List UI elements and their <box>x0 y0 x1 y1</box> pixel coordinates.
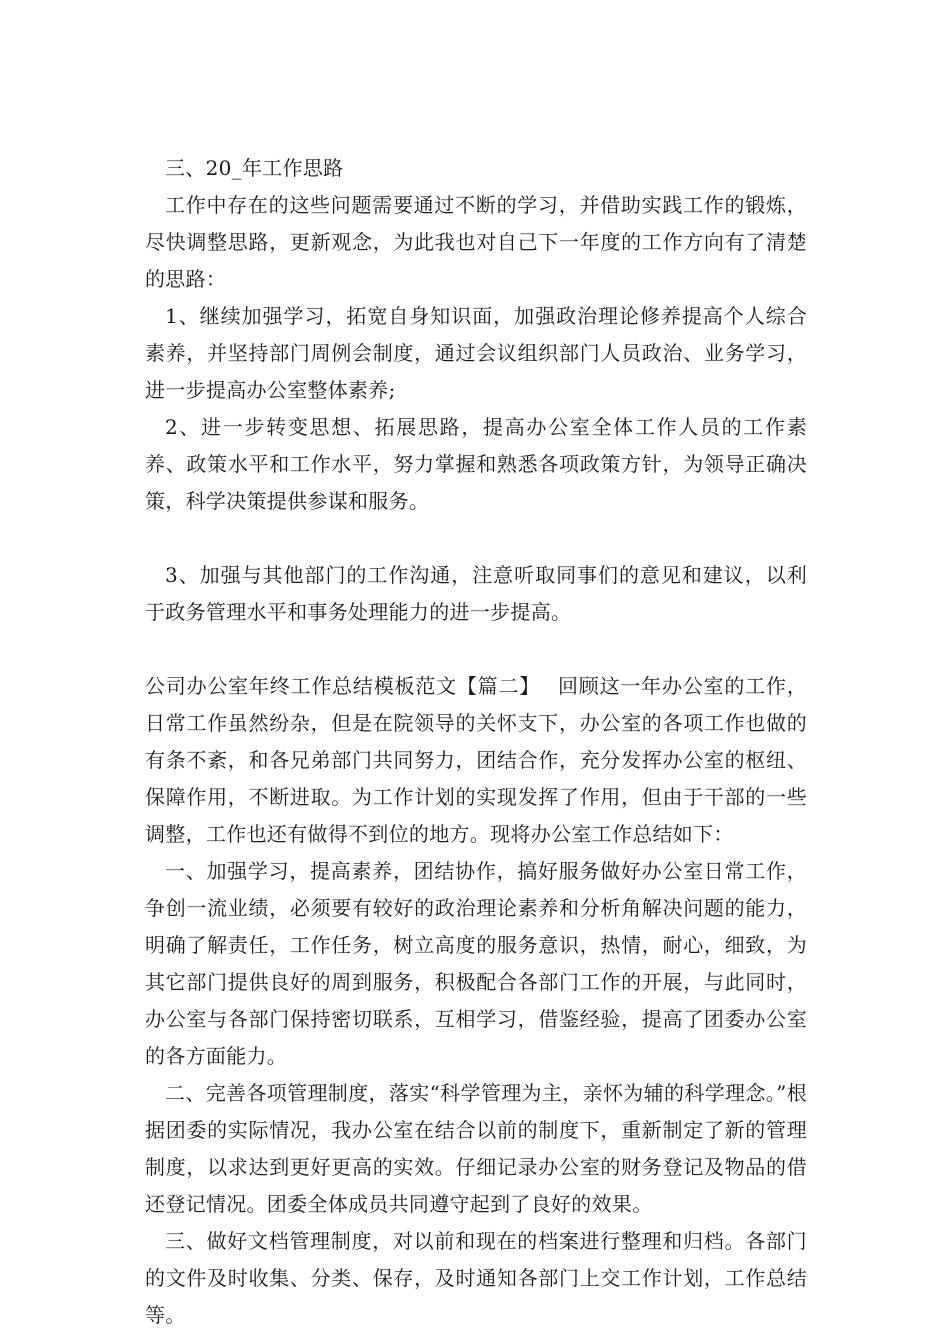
paragraph-part-two-intro: 公司办公室年终工作总结模板范文【篇二】 回顾这一年办公室的工作，日常工作虽然纷杂，但是在院领导的关怀支下，办公室的各项工作也做的有条不紊，和各兄弟部门共同努力，团结合作，充分发挥办公室的枢纽、保障作用，不断进取。为工作计划的实现发挥了作用，但由于干部的一些调整，工作也还有做得不到位的地方。现将办公室工作总结如下： <box>145 674 807 846</box>
section-heading-work-ideas: 三、20_年工作思路 <box>165 156 344 180</box>
paragraph-section-one: 一、加强学习，提高素养，团结协作，搞好服务做好办公室日常工作，争创一流业绩，必须要有较好的政治理论素养和分析角解决问题的能力，明确了解责任，工作任务，树立高度的服务意识，热情，耐心，细致，为其它部门提供良好的周到服务，积极配合各部门工作的开展，与此同时，办公室与各部门保持密切联系，互相学习，借鉴经验，提高了团委办公室的各方面能力。 <box>145 859 807 1068</box>
document-body <box>145 150 807 1334</box>
paragraph-item-3: 3、加强与其他部门的工作沟通，注意听取同事们的意见和建议，以利于政务管理水平和事务处理能力的进一步提高。 <box>145 563 807 624</box>
paragraph-item-2: 2、进一步转变思想、拓展思路，提高办公室全体工作人员的工作素养、政策水平和工作水平，努力掌握和熟悉各项政策方针，为领导正确决策，科学决策提供参谋和服务。 <box>145 415 807 513</box>
paragraph-intro: 工作中存在的这些问题需要通过不断的学习，并借助实践工作的锻炼，尽快调整思路，更新观念，为此我也对自己下一年度的工作方向有了清楚的思路： <box>145 193 807 291</box>
paragraph-section-two: 二、完善各项管理制度，落实“科学管理为主，亲怀为辅的科学理念。”根据团委的实际情况，我办公室在结合以前的制度下，重新制定了新的管理制度，以求达到更好更高的实效。仔细记录办公室的财务登记及物品的借还登记情况。团委全体成员共同遵守起到了良好的效果。 <box>145 1081 807 1216</box>
paragraph-item-1: 1、继续加强学习，拓宽自身知识面，加强政治理论修养提高个人综合素养，并坚持部门周例会制度，通过会议组织部门人员政治、业务学习，进一步提高办公室整体素养; <box>145 304 807 402</box>
paragraph-section-three: 三、做好文档管理制度，对以前和现在的档案进行整理和归档。各部门的文件及时收集、分类、保存，及时通知各部门上交工作计划，工作总结等。 <box>145 1229 807 1327</box>
